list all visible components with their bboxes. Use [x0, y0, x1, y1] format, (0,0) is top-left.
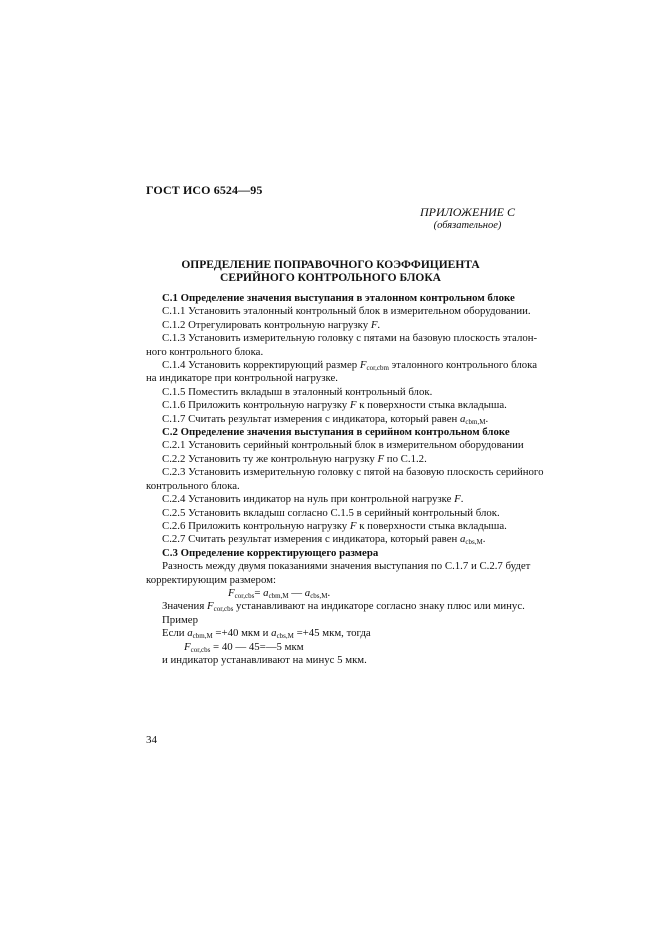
para-c1-7: С.1.7 Считать результат измерения с индикатора, который равен $a_{cbm,M}$. [162, 412, 489, 426]
section-title [146, 259, 515, 285]
title-line-1: ОПРЕДЕЛЕНИЕ ПОПРАВОЧНОГО КОЭФФИЦИЕНТА [181, 259, 480, 271]
para-c2-4: С.2.4 Установить индикатор на нуль при контрольной нагрузке F. [162, 493, 464, 506]
example-condition: Если $a_{cbm,M} =+40$ мкм и $a_{cbs,M} =+45$ мкм, тогда [162, 627, 371, 641]
para-c2-7: С.2.7 Считать результат измерения с индикатора, который равен $a_{cbs,M}$. [162, 533, 486, 547]
para-c3-2: Значения $F_{cor,cbs}$ устанавливают на индикаторе согласно знаку плюс или минус. [162, 600, 525, 614]
para-c1-5: С.1.5 Поместить вкладыш в эталонный контрольный блок. [162, 385, 433, 398]
para-c1-6: С.1.6 Приложить контрольную нагрузку F к поверхности стыка вкладыша. [162, 399, 507, 412]
para-c2-3-cont: контрольного блока. [146, 479, 240, 492]
example-label: Пример [162, 613, 198, 626]
formula-correction: $F_{cor,cbs}= a_{cbm,M}$ — $a_{cbs,M}$. [228, 586, 331, 600]
heading-c3: С.3 Определение корректирующего размера [162, 546, 379, 559]
para-c1-3-cont: ного контрольного блока. [146, 345, 264, 358]
title-line-2: СЕРИЙНОГО КОНТРОЛЬНОГО БЛОКА [220, 272, 441, 284]
appendix-note: (обязательное) [433, 220, 502, 231]
para-c2-2: С.2.2 Установить ту же контрольную нагрузку F по С.1.2. [162, 452, 427, 465]
para-c3-1: Разность между двумя показаниями значения выступания по С.1.7 и С.2.7 будет [162, 560, 531, 573]
formula-example: $F_{cor,cbs} = 40$ — 45=—5 мкм [184, 640, 304, 654]
para-c1-1: С.1.1 Установить эталонный контрольный блок в измерительном оборудовании. [162, 305, 531, 318]
document-body [146, 292, 544, 667]
para-c2-6: С.2.6 Приложить контрольную нагрузку F к поверхности стыка вкладыша. [162, 519, 507, 532]
standard-code: ГОСТ ИСО 6524—95 [146, 183, 263, 197]
heading-c2: С.2 Определение значения выступания в серийном контрольном блоке [162, 426, 510, 439]
para-c1-2: С.1.2 Отрегулировать контрольную нагрузку F. [162, 318, 381, 331]
para-c3-1-cont: корректирующим размером: [146, 573, 276, 586]
appendix-title: ПРИЛОЖЕНИЕ С [420, 205, 515, 219]
para-c2-3: С.2.3 Установить измерительную головку с пятой на базовую плоскость серийного [162, 466, 544, 479]
heading-c1: С.1 Определение значения выступания в эталонном контрольном блоке [162, 292, 515, 304]
para-c2-5: С.2.5 Установить вкладыш согласно С.1.5 в серийный контрольный блок. [162, 506, 500, 519]
example-conclusion: и индикатор устанавливают на минус 5 мкм. [162, 653, 367, 666]
appendix-label [420, 205, 515, 233]
para-c1-4: С.1.4 Установить корректирующий размер $F_{cor,cbm}$ эталонного контрольного блока [162, 359, 538, 373]
para-c2-1: С.2.1 Установить серийный контрольный блок в измерительном оборудовании [162, 439, 524, 452]
page-number: 34 [146, 734, 157, 746]
para-c1-4-cont: на индикаторе при контрольной нагрузке. [146, 372, 338, 385]
para-c1-3: С.1.3 Установить измерительную головку с пятами на базовую плоскость эталон- [162, 332, 538, 345]
